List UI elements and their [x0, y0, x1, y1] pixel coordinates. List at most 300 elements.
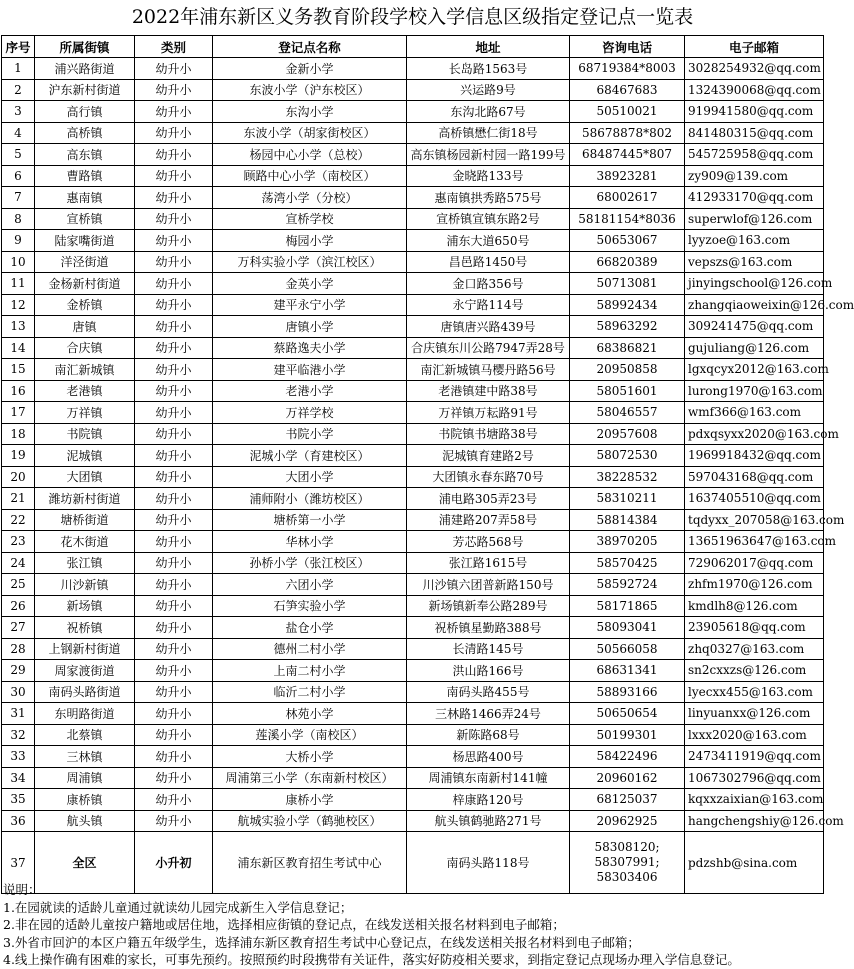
cell-email: linyuanxx@126.com: [685, 703, 824, 725]
cell-email: 1324390068@qq.com: [685, 79, 824, 101]
cell-district: 大团镇: [35, 466, 135, 488]
cell-site-name: 临沂二村小学: [213, 681, 407, 703]
cell-address: 浦建路207弄58号: [407, 509, 570, 531]
table-row: [2, 681, 824, 703]
cell-district: 高桥镇: [35, 122, 135, 144]
cell-site-name: 上南二村小学: [213, 660, 407, 682]
cell-site-name: 六团小学: [213, 574, 407, 596]
cell-phone: 58051601: [570, 380, 685, 402]
cell-no: 24: [2, 552, 35, 574]
table-row: [2, 79, 824, 101]
cell-address: 金晓路133号: [407, 165, 570, 187]
cell-site-name: 孙桥小学（张江校区）: [213, 552, 407, 574]
cell-site-name: 东波小学（沪东校区）: [213, 79, 407, 101]
cell-no: 20: [2, 466, 35, 488]
cell-email: superwlof@126.com: [685, 208, 824, 230]
cell-email: pdxqsyxx2020@163.com: [685, 423, 824, 445]
cell-phone: 58171865: [570, 595, 685, 617]
notes-heading: 说明：: [3, 882, 41, 897]
cell-address: 杨思路400号: [407, 746, 570, 768]
cell-site-name: 德州二村小学: [213, 638, 407, 660]
cell-site-name: 华林小学: [213, 531, 407, 553]
cell-site-name: 书院小学: [213, 423, 407, 445]
cell-site-name: 周浦第三小学（东南新村校区）: [213, 767, 407, 789]
table-row: [2, 144, 824, 166]
cell-email: 2473411919@qq.com: [685, 746, 824, 768]
cell-address: 三林路1466弄24号: [407, 703, 570, 725]
header-district: 所属街镇: [35, 36, 135, 58]
cell-address: 宣桥镇宣镇东路2号: [407, 208, 570, 230]
cell-email: 597043168@qq.com: [685, 466, 824, 488]
cell-email: zhq0327@163.com: [685, 638, 824, 660]
cell-phone: 38970205: [570, 531, 685, 553]
cell-address: 周浦镇东南新村141幢: [407, 767, 570, 789]
cell-no: 15: [2, 359, 35, 381]
cell-district: 唐镇: [35, 316, 135, 338]
table-row: [2, 660, 824, 682]
cell-no: 22: [2, 509, 35, 531]
cell-phone: 58422496: [570, 746, 685, 768]
header-site-name: 登记点名称: [213, 36, 407, 58]
cell-no: 4: [2, 122, 35, 144]
cell-district: 合庆镇: [35, 337, 135, 359]
cell-email: 23905618@qq.com: [685, 617, 824, 639]
cell-category: 幼升小: [135, 294, 213, 316]
cell-site-name: 建平临港小学: [213, 359, 407, 381]
cell-email: tqdyxx_207058@163.com: [685, 509, 824, 531]
cell-email: 729062017@qq.com: [685, 552, 824, 574]
cell-address: 泥城镇育建路2号: [407, 445, 570, 467]
cell-address: 兴运路9号: [407, 79, 570, 101]
note-line: 4.线上操作确有困难的家长，可事先预约。按照预约时段携带有关证件，落实好防疫相关要求，到指定登记点现场办理入学信息登记。: [3, 952, 740, 967]
header-category: 类别: [135, 36, 213, 58]
cell-category: 幼升小: [135, 488, 213, 510]
cell-site-name: 康桥小学: [213, 789, 407, 811]
cell-address: 唐镇唐兴路439号: [407, 316, 570, 338]
cell-no: 16: [2, 380, 35, 402]
cell-district: 川沙新镇: [35, 574, 135, 596]
cell-district: 南码头路街道: [35, 681, 135, 703]
cell-category: 幼升小: [135, 273, 213, 295]
cell-phone: 58592724: [570, 574, 685, 596]
cell-no: 27: [2, 617, 35, 639]
table-row: [2, 187, 824, 209]
cell-email: hangchengshiy@126.com: [685, 810, 824, 832]
cell-site-name: 盐仓小学: [213, 617, 407, 639]
cell-category: 幼升小: [135, 251, 213, 273]
cell-address: 高桥镇懋仁街18号: [407, 122, 570, 144]
table-row: [2, 251, 824, 273]
table-row: [2, 724, 824, 746]
table-row: [2, 101, 824, 123]
cell-email: 412933170@qq.com: [685, 187, 824, 209]
cell-address: 书院镇书塘路38号: [407, 423, 570, 445]
cell-phone: 68002617: [570, 187, 685, 209]
cell-phone: 38228532: [570, 466, 685, 488]
table-header-row: [2, 36, 824, 58]
cell-phone: 58678878*802: [570, 122, 685, 144]
cell-phone: 50199301: [570, 724, 685, 746]
cell-address: 昌邑路1450号: [407, 251, 570, 273]
cell-address: 南码头路118号: [407, 832, 570, 894]
cell-address: 高东镇杨园新村园一路199号: [407, 144, 570, 166]
cell-phone: 20960162: [570, 767, 685, 789]
cell-district: 康桥镇: [35, 789, 135, 811]
cell-email: 309241475@qq.com: [685, 316, 824, 338]
cell-address: 芳芯路568号: [407, 531, 570, 553]
cell-site-name: 东波小学（胡家街校区）: [213, 122, 407, 144]
cell-phone: 20957608: [570, 423, 685, 445]
cell-district: 陆家嘴街道: [35, 230, 135, 252]
cell-category: 幼升小: [135, 789, 213, 811]
cell-no: 9: [2, 230, 35, 252]
cell-address: 航头镇鹤驰路271号: [407, 810, 570, 832]
cell-email: sn2cxxzs@126.com: [685, 660, 824, 682]
cell-phone: 68125037: [570, 789, 685, 811]
cell-site-name: 蔡路逸夫小学: [213, 337, 407, 359]
table-row: [2, 488, 824, 510]
cell-phone: 50650654: [570, 703, 685, 725]
cell-site-name: 大桥小学: [213, 746, 407, 768]
table-row: [2, 574, 824, 596]
cell-no: 34: [2, 767, 35, 789]
cell-category: 幼升小: [135, 316, 213, 338]
cell-email: 13651963647@163.com: [685, 531, 824, 553]
cell-email: 841480315@qq.com: [685, 122, 824, 144]
table-row: [2, 273, 824, 295]
cell-address: 金口路356号: [407, 273, 570, 295]
table-row: [2, 595, 824, 617]
cell-district: 金杨新村街道: [35, 273, 135, 295]
cell-district: 高行镇: [35, 101, 135, 123]
cell-site-name: 顾路中心小学（南校区）: [213, 165, 407, 187]
cell-phone: 50653067: [570, 230, 685, 252]
table-row: [2, 466, 824, 488]
cell-category: 幼升小: [135, 531, 213, 553]
cell-district: 祝桥镇: [35, 617, 135, 639]
cell-site-name: 梅园小学: [213, 230, 407, 252]
cell-email: wmf366@163.com: [685, 402, 824, 424]
cell-address: 长岛路1563号: [407, 58, 570, 80]
cell-district: 周家渡街道: [35, 660, 135, 682]
cell-phone: 58893166: [570, 681, 685, 703]
cell-email: pdzshb@sina.com: [685, 832, 824, 894]
cell-no: 19: [2, 445, 35, 467]
table-row: [2, 402, 824, 424]
cell-no: 25: [2, 574, 35, 596]
cell-category: 幼升小: [135, 552, 213, 574]
cell-address: 新场镇新奉公路289号: [407, 595, 570, 617]
note-line: 3.外省市回沪的本区户籍五年级学生，选择浦东新区教育招生考试中心登记点，在线发送相关报名材料到电子邮箱；: [3, 934, 640, 950]
header-address: 地址: [407, 36, 570, 58]
cell-address: 惠南镇拱秀路575号: [407, 187, 570, 209]
cell-site-name: 浦东新区教育招生考试中心: [213, 832, 407, 894]
cell-category: 幼升小: [135, 101, 213, 123]
cell-address: 川沙镇六团普新路150号: [407, 574, 570, 596]
cell-address: 老港镇建中路38号: [407, 380, 570, 402]
cell-phone: 58181154*8036: [570, 208, 685, 230]
cell-email: vepszs@163.com: [685, 251, 824, 273]
cell-phone: 68487445*807: [570, 144, 685, 166]
note-line: 1.在园就读的适龄儿童通过就读幼儿园完成新生入学信息登记；: [3, 899, 353, 915]
cell-no: 7: [2, 187, 35, 209]
cell-district: 沪东新村街道: [35, 79, 135, 101]
cell-no: 31: [2, 703, 35, 725]
cell-category: 幼升小: [135, 122, 213, 144]
cell-district: 航头镇: [35, 810, 135, 832]
cell-email: lyyzoe@163.com: [685, 230, 824, 252]
cell-category: 幼升小: [135, 445, 213, 467]
cell-category: 幼升小: [135, 337, 213, 359]
cell-phone: 50566058: [570, 638, 685, 660]
cell-category: 幼升小: [135, 617, 213, 639]
cell-no: 12: [2, 294, 35, 316]
cell-category: 幼升小: [135, 58, 213, 80]
page-title: 2022年浦东新区义务教育阶段学校入学信息区级指定登记点一览表: [131, 6, 694, 28]
cell-no: 5: [2, 144, 35, 166]
table-row: [2, 337, 824, 359]
cell-phone: 68719384*8003: [570, 58, 685, 80]
cell-no: 29: [2, 660, 35, 682]
table-row: [2, 316, 824, 338]
cell-phone: 20950858: [570, 359, 685, 381]
cell-phone: 58046557: [570, 402, 685, 424]
cell-no: 14: [2, 337, 35, 359]
cell-phone: 20962925: [570, 810, 685, 832]
note-line: 2.非在园的适龄儿童按户籍地或居住地，选择相应街镇的登记点，在线发送相关报名材料到电子邮箱；: [3, 917, 565, 932]
cell-category: 幼升小: [135, 79, 213, 101]
cell-email: lgxqcyx2012@163.com: [685, 359, 824, 381]
cell-site-name: 大团小学: [213, 466, 407, 488]
cell-category: 幼升小: [135, 767, 213, 789]
cell-phone: 50713081: [570, 273, 685, 295]
cell-email: zhangqiaoweixin@126.com: [685, 294, 824, 316]
table-row: [2, 638, 824, 660]
cell-category: 幼升小: [135, 230, 213, 252]
cell-category: 幼升小: [135, 574, 213, 596]
cell-district: 全区: [35, 832, 135, 894]
cell-district: 金桥镇: [35, 294, 135, 316]
cell-site-name: 唐镇小学: [213, 316, 407, 338]
table-row: [2, 359, 824, 381]
cell-no: 21: [2, 488, 35, 510]
cell-district: 高东镇: [35, 144, 135, 166]
cell-phone: 68631341: [570, 660, 685, 682]
cell-email: lurong1970@163.com: [685, 380, 824, 402]
table-row: [2, 230, 824, 252]
table-body: [2, 58, 854, 894]
cell-address: 合庆镇东川公路7947弄28号: [407, 337, 570, 359]
table-row: [2, 767, 824, 789]
cell-phone: 58992434: [570, 294, 685, 316]
cell-category: 幼升小: [135, 144, 213, 166]
cell-no: 2: [2, 79, 35, 101]
cell-email: 545725958@qq.com: [685, 144, 824, 166]
cell-no: 18: [2, 423, 35, 445]
cell-no: 23: [2, 531, 35, 553]
cell-category: 幼升小: [135, 703, 213, 725]
cell-category: 幼升小: [135, 187, 213, 209]
cell-district: 东明路街道: [35, 703, 135, 725]
cell-email: zhfm1970@126.com: [685, 574, 824, 596]
cell-no: 26: [2, 595, 35, 617]
cell-district: 潍坊新村街道: [35, 488, 135, 510]
cell-address: 洪山路166号: [407, 660, 570, 682]
cell-district: 万祥镇: [35, 402, 135, 424]
cell-no: 36: [2, 810, 35, 832]
cell-address: 永宁路114号: [407, 294, 570, 316]
cell-site-name: 航城实验小学（鹤驰校区）: [213, 810, 407, 832]
cell-district: 张江镇: [35, 552, 135, 574]
cell-email: 1637405510@qq.com: [685, 488, 824, 510]
cell-category: 幼升小: [135, 165, 213, 187]
phone-line: 58308120;: [594, 840, 660, 854]
cell-category: 幼升小: [135, 208, 213, 230]
cell-no: 17: [2, 402, 35, 424]
header-email: 电子邮箱: [685, 36, 824, 58]
cell-site-name: 莲溪小学（南校区）: [213, 724, 407, 746]
table-row: [2, 58, 824, 80]
cell-site-name: 泥城小学（育建校区）: [213, 445, 407, 467]
cell-email: zy909@139.com: [685, 165, 824, 187]
cell-no: 1: [2, 58, 35, 80]
cell-phone: 58814384: [570, 509, 685, 531]
cell-category: 幼升小: [135, 810, 213, 832]
cell-address: 长清路145号: [407, 638, 570, 660]
cell-email: lyecxx455@163.com: [685, 681, 824, 703]
cell-address: 南码头路455号: [407, 681, 570, 703]
cell-no: 13: [2, 316, 35, 338]
cell-email: lxxx2020@163.com: [685, 724, 824, 746]
cell-category: 幼升小: [135, 466, 213, 488]
cell-address: 张江路1615号: [407, 552, 570, 574]
cell-district: 塘桥街道: [35, 509, 135, 531]
cell-email: kmdlh8@126.com: [685, 595, 824, 617]
table-row: [2, 789, 824, 811]
table-row: [2, 122, 824, 144]
cell-site-name: 金新小学: [213, 58, 407, 80]
cell-category: 幼升小: [135, 595, 213, 617]
cell-site-name: 林苑小学: [213, 703, 407, 725]
cell-phone: 58093041: [570, 617, 685, 639]
cell-phone: 38923281: [570, 165, 685, 187]
cell-address: 东沟北路67号: [407, 101, 570, 123]
cell-no: 11: [2, 273, 35, 295]
cell-site-name: 东沟小学: [213, 101, 407, 123]
cell-category: 幼升小: [135, 509, 213, 531]
cell-address: 浦东大道650号: [407, 230, 570, 252]
cell-district: 三林镇: [35, 746, 135, 768]
cell-category: 幼升小: [135, 402, 213, 424]
table-row: [2, 380, 824, 402]
table-row: [2, 208, 824, 230]
cell-district: 书院镇: [35, 423, 135, 445]
cell-district: 惠南镇: [35, 187, 135, 209]
cell-phone: 58310211: [570, 488, 685, 510]
cell-district: 周浦镇: [35, 767, 135, 789]
table-row: [2, 810, 824, 832]
cell-site-name: 塘桥第一小学: [213, 509, 407, 531]
cell-phone: 68467683: [570, 79, 685, 101]
cell-email: jinyingschool@126.com: [685, 273, 824, 295]
cell-phone: 68386821: [570, 337, 685, 359]
cell-address: 梓康路120号: [407, 789, 570, 811]
cell-email: 919941580@qq.com: [685, 101, 824, 123]
cell-category: 幼升小: [135, 423, 213, 445]
cell-email: kqxxzaixian@163.com: [685, 789, 824, 811]
cell-district: 曹路镇: [35, 165, 135, 187]
table-row: [2, 423, 824, 445]
cell-site-name: 浦师附小（潍坊校区）: [213, 488, 407, 510]
cell-no: 8: [2, 208, 35, 230]
cell-site-name: 建平永宁小学: [213, 294, 407, 316]
cell-category: 幼升小: [135, 681, 213, 703]
cell-site-name: 金英小学: [213, 273, 407, 295]
cell-no: 33: [2, 746, 35, 768]
cell-district: 宣桥镇: [35, 208, 135, 230]
cell-category: 幼升小: [135, 660, 213, 682]
cell-district: 浦兴路街道: [35, 58, 135, 80]
header-no: 序号: [2, 36, 35, 58]
cell-site-name: 老港小学: [213, 380, 407, 402]
cell-phone: 58963292: [570, 316, 685, 338]
cell-district: 北蔡镇: [35, 724, 135, 746]
cell-district: 洋泾街道: [35, 251, 135, 273]
table-row: [2, 617, 824, 639]
cell-address: 大团镇永春东路70号: [407, 466, 570, 488]
cell-email: 1969918432@qq.com: [685, 445, 824, 467]
table-row: [2, 552, 824, 574]
cell-phone: 58072530: [570, 445, 685, 467]
cell-category: 幼升小: [135, 724, 213, 746]
cell-category: 幼升小: [135, 746, 213, 768]
cell-district: 南汇新城镇: [35, 359, 135, 381]
cell-address: 南汇新城镇马樱丹路56号: [407, 359, 570, 381]
cell-address: 新陈路68号: [407, 724, 570, 746]
cell-no: 28: [2, 638, 35, 660]
cell-no: 32: [2, 724, 35, 746]
table-row: [2, 703, 824, 725]
table-row: [2, 531, 824, 553]
cell-phone: 66820389: [570, 251, 685, 273]
registration-table: [1, 35, 854, 894]
cell-address: 浦电路305弄23号: [407, 488, 570, 510]
cell-site-name: 石笋实验小学: [213, 595, 407, 617]
cell-no: 10: [2, 251, 35, 273]
notes-section: [3, 881, 823, 969]
cell-district: 花木街道: [35, 531, 135, 553]
cell-district: 老港镇: [35, 380, 135, 402]
cell-category: 小升初: [135, 832, 213, 894]
cell-site-name: 万科实验小学（滨江校区）: [213, 251, 407, 273]
cell-district: 新场镇: [35, 595, 135, 617]
table-row: [2, 445, 824, 467]
phone-line: 58307991;: [594, 855, 660, 869]
cell-category: 幼升小: [135, 638, 213, 660]
cell-no: 35: [2, 789, 35, 811]
cell-no: 6: [2, 165, 35, 187]
cell-address: 祝桥镇星勤路388号: [407, 617, 570, 639]
table-row: [2, 509, 824, 531]
cell-no: 30: [2, 681, 35, 703]
cell-category: 幼升小: [135, 380, 213, 402]
cell-district: 上钢新村街道: [35, 638, 135, 660]
cell-site-name: 宣桥学校: [213, 208, 407, 230]
cell-address: 万祥镇万耘路91号: [407, 402, 570, 424]
phone-line: 58303406: [596, 870, 658, 884]
header-phone: 咨询电话: [570, 36, 685, 58]
cell-email: 3028254932@qq.com: [685, 58, 824, 80]
